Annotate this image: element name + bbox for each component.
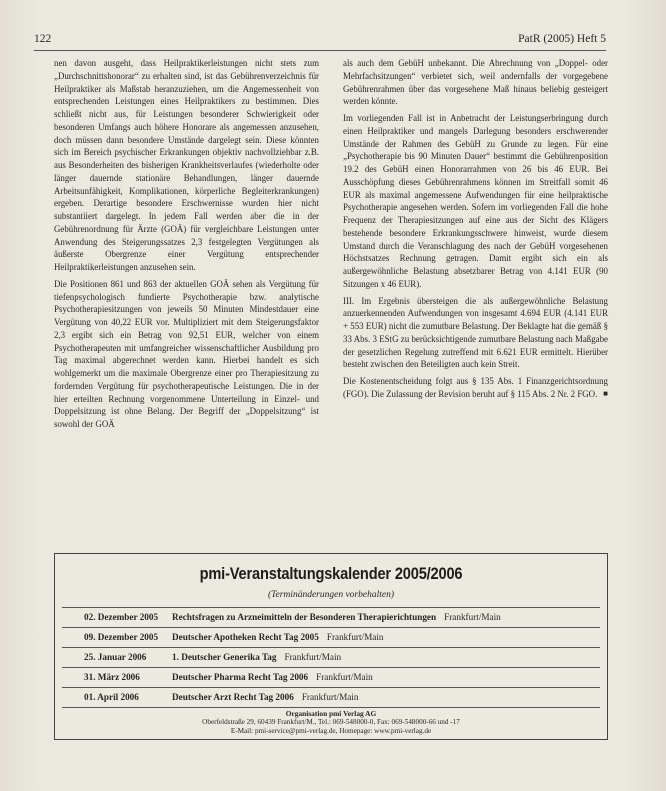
organizer-address: Oberfeldstraße 29, 60439 Frankfurt/M., Tel.: 069-548000-0, Fax: 069-548000-66 und -17: [202, 718, 460, 726]
paragraph: III. Im Ergebnis übersteigen die als außergewöhnliche Belastung anzuerkennenden Aufwendungen von insgesamt 4.694 EUR (4.141 EUR + 553 EUR) nicht die zumutbare Belastung. Der Beklagte hat die gemäß § 33 Abs. 3 EStG zu berücksichtigende zumutbare Belastung nach Maßgabe der gesetzlichen Regelung zutreffend mit 6.621 EUR ermittelt. Hierüber besteht zwischen den Beteiligten auch kein Streit.: [343, 295, 608, 370]
event-date: 31. März 2006: [84, 672, 140, 682]
event-title: [172, 672, 373, 682]
event-title: [172, 652, 341, 662]
event-location: Frankfurt/Main: [444, 612, 501, 622]
paragraph: als auch dem GebüH unbekannt. Die Abrechnung von „Doppel- oder Mehrfachsitzungen“ verbietet sich, weil andernfalls der vorgegebene Gebührenrahmen über das vorgesehene Maß hinaus beliebig gesteigert werden könnte.: [343, 58, 608, 107]
left-column: [54, 57, 319, 435]
organizer-name: Organisation pmi Verlag AG: [285, 709, 377, 718]
event-location: Frankfurt/Main: [316, 672, 373, 682]
event-title-text: Deutscher Pharma Recht Tag 2006: [172, 672, 309, 682]
paragraph: nen davon ausgeht, dass Heilpraktikerleistungen nicht stets zum „Durchschnittshonorar“ zu erhalten sind, ist das Gebührenverzeichnis für Heilpraktiker als Maßstab heranzuziehen, um die Angemessenheit von entsprechenden Leistungen eines Heilpraktikers zu bestimmen. Dies schließt nicht aus, für Leistungen besonderer Schwierigkeit oder besonderen Umfangs auch höhere Honorare als angemessen anzusehen, doch müssen dann besondere Umstände dargelegt sein. Diese könnten sich im Bereich psychischer Erkrankungen objektiv nachvollziehbar z.B. aus Besonderheiten des bisherigen Krankheitsverlaufes (wiederholte oder länger dauernde stationäre Behandlungen, länger dauernde Arbeitsunfähigkeit, Komplikationen, körperliche Begleiterkrankungen) ergeben. Derartige besondere Erschwernisse wurden hier nicht substantiiert dargelegt. In jedem Fall werden aber die in der Gebührenordnung für Ärzte (GOÄ) für vergleichbare Leistungen unter Anwendung des Steigerungssatzes 2,3 festgelegten Vergütungen als äußerste Obergrenze einer Vergütung entsprechender Heilpraktikerleistungen anzusehen sein.: [54, 58, 319, 272]
right-column: [343, 57, 608, 405]
event-row: [62, 647, 600, 667]
event-calendar-title: pmi-Veranstaltungskalender 2005/2006: [199, 564, 463, 583]
article-body: [54, 57, 608, 542]
page-number: 122: [34, 33, 52, 45]
event-location: Frankfurt/Main: [284, 652, 342, 662]
paragraph: Im vorliegenden Fall ist in Anbetracht der Leistungserbringung durch einen Heilpraktiker und mangels Darlegung besonders erschwerender Umstände der Rahmen des GebüH zu Grunde zu legen. Für eine „Psychotherapie bis 90 Minuten Dauer“ bestimmt die Gebührenposition 19.2 des GebüH einen Honorarrahmen von 26 bis 46 EUR. Bei Ausschöpfung dieses Gebührenrahmens können im Streitfall somit 46 EUR als maximal angemessene Aufwendungen für eine heilpraktische Psychotherapie angesehen werden. Sofern im vorliegenden Fall die hohe Frequenz der Therapiesitzungen auf eine aus der Sicht des Klägers bestehende besondere Erkrankungsschwere hinweist, wurde diesem Umstand durch die Veranschlagung des nach der GebüH vorgesehenen Höchstsatzes Rechnung getragen. Damit ergibt sich ein als außergewöhnliche Belastung absetzbarer Betrag von 4.141 EUR (90 Sitzungen x 46 EUR).: [343, 113, 608, 289]
header-rule: [34, 50, 606, 51]
event-table: [62, 607, 600, 708]
event-calendar-subtitle: (Terminänderungen vorbehalten): [267, 590, 395, 600]
event-date: 25. Januar 2006: [84, 652, 147, 662]
event-date: 02. Dezember 2005: [84, 612, 159, 622]
event-title-text: Deutscher Arzt Recht Tag 2006: [172, 692, 294, 702]
event-calendar-footer: [55, 709, 607, 736]
event-date: 01. April 2006: [84, 692, 139, 702]
paragraph-text: Die Kostenentscheidung folgt aus § 135 Abs. 1 Finanzgerichtsordnung (FGO). Die Zulassung der Revision beruht auf § 115 Abs. 2 Nr. 2 FGO.: [343, 376, 608, 399]
event-row: [62, 687, 600, 708]
event-row: [62, 667, 600, 687]
event-title-text: Rechtsfragen zu Arzneimitteln der Besonderen Therapierichtungen: [172, 612, 437, 622]
paragraph-last: [343, 375, 608, 401]
event-title: [172, 632, 384, 642]
event-location: Frankfurt/Main: [326, 632, 384, 642]
paragraph: Die Positionen 861 und 863 der aktuellen GOÄ sehen als Vergütung für tiefenpsychologisch fundierte Psychotherapie bzw. analytische Psychotherapiesitzungen von jeweils 50 Minuten Mindestdauer eine Vergütung von 40,22 EUR vor. Multipliziert mit dem Steigerungsfaktor 2,3 ergibt sich ein Betrag von 92,51 EUR, welcher von einem Psychotherapeuten mit umfangreicher wissenschaftlicher Ausbildung pro Tag maximal abgerechnet werden kann. Hierbei handelt es sich wohlgemerkt um die maximale Obergrenze einer pro Therapiesitzung zu fordernden Vergütung für psychotherapeutische Leistungen. Die in der hier erteilten Rechnung vorgenommene Unterteilung in Einzel- und Doppelsitzung ist ohne Belang. Der Begriff der „Doppelsitzung“ ist sowohl der GOÄ: [54, 278, 319, 429]
event-title: [172, 692, 358, 702]
event-date: 09. Dezember 2005: [84, 632, 159, 642]
event-title: [172, 612, 501, 622]
end-of-article-mark: ■: [603, 388, 608, 398]
running-header: [34, 33, 606, 49]
event-row: [62, 627, 600, 647]
event-location: Frankfurt/Main: [301, 692, 359, 702]
organizer-contact: E-Mail: pmi-service@pmi-verlag.de, Homepage: www.pmi-verlag.de: [230, 727, 432, 735]
event-row: [62, 607, 600, 627]
event-calendar-box: [54, 553, 608, 740]
event-title-text: Deutscher Apotheken Recht Tag 2005: [172, 632, 319, 642]
journal-reference: PatR (2005) Heft 5: [518, 33, 606, 45]
event-title-text: 1. Deutscher Generika Tag: [172, 652, 277, 662]
